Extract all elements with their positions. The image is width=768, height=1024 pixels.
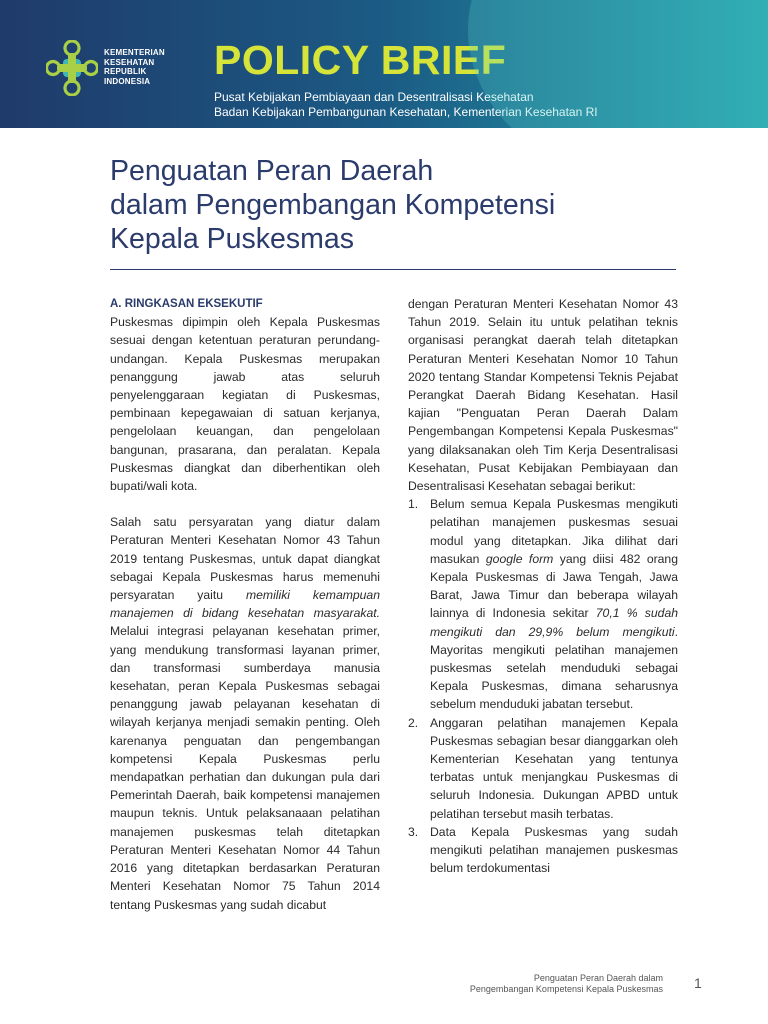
paragraph-requirements — [110, 513, 380, 913]
findings-list — [408, 495, 678, 877]
list-text: Data Kepala Puskesmas yang sudah mengikuti pelatihan manajemen puskesmas belum terdokumentasi — [430, 824, 678, 876]
title-line: dalam Pengembangan Kompetensi — [110, 189, 556, 221]
ministry-line: KEMENTERIAN — [104, 48, 165, 57]
list-text: Belum semua Kepala Puskesmas mengikuti pelatihan manajemen puskesmas sesuai modul yang ditetapkan. Jika dilihat dari masukan google form yang diisi 482 orang Kepala Puskesmas di Jawa Tengah, Jawa Barat, Jawa Timur dan beberapa wilayah lainnya di Indonesia sekitar 70,1 % sudah mengikuti dan 29,9% belum mengikuti. Mayoritas mengikuti pelatihan manajemen puskesmas setelah menduduki sebagai Kepala Puskesmas, dimana seharusnya sebelum menduduki jabatan tersebut. — [430, 497, 678, 712]
ministry-line: REPUBLIK — [104, 67, 147, 76]
emphasis-text: google form — [485, 551, 554, 566]
paragraph-intro: Puskesmas dipimpin oleh Kepala Puskesmas sesuai dengan ketentuan peraturan perundang-undangan. Kepala Puskesmas merupakan penanggung jawab atas seluruh penyelenggaraan kegiatan di Puskesmas, pembinaan kepegawaian di satuan kerjanya, pengelolaan keuangan, dan pengelolaan bangunan, prasarana, dan peralatan. Kepala Puskesmas diangkat dan diberhentikan oleh bupati/wali kota. — [110, 315, 380, 494]
right-column — [408, 295, 678, 878]
section-heading: A. RINGKASAN EKSEKUTIF — [110, 298, 263, 310]
ministry-line: KESEHATAN — [104, 57, 155, 67]
ministry-name — [104, 48, 165, 86]
footer-line: Pengembangan Kompetensi Kepala Puskesmas — [469, 984, 663, 994]
text-run: Salah satu persyaratan yang diatur dalam Peraturan Menteri Kesehatan Nomor 43 Tahun 2019 tentang Puskesmas, untuk dapat diangkat sebagai Kepala Puskesmas harus memenuhi persyaratan yaitu — [110, 515, 380, 603]
page-number: 1 — [694, 975, 702, 991]
left-column — [110, 295, 380, 914]
text-run: Melalui integrasi pelayanan kesehatan primer, yang mendukung transformasi layanan primer, dan transformasi sumberdaya manusia kesehatan, peran Kepala Puskesmas sebagai penanggung jawab pelayanan kesehatan di wilayah kerjanya menjadi semakin penting. Oleh karenanya penguatan dan pengembangan kompetensi Kepala Puskesmas perlu mendapatkan perhatian dan dukungan pula dari Pemerintah Daerah, baik kompetensi manajemen maupun teknis. Untuk pelaksanaaan pelatihan manajemen puskesmas telah ditetapkan Peraturan Menteri Kesehatan Nomor 44 Tahun 2016 yang ditetapkan berdasarkan Peraturan Menteri Kesehatan Nomor 75 Tahun 2014 tentang Puskesmas yang sudah dicabut — [110, 624, 380, 912]
list-item — [408, 823, 678, 878]
list-number: 1. — [408, 497, 419, 512]
ministry-line: INDONESIA — [104, 76, 151, 86]
header-banner — [0, 0, 768, 128]
list-number: 3. — [408, 824, 419, 839]
publisher-subtitle — [214, 90, 598, 120]
list-item — [408, 495, 678, 713]
title-line: Penguatan Peran Daerah — [110, 155, 434, 187]
emphasis-text: memiliki kemampuan manajemen di bidang kesehatan masyarakat. — [110, 588, 380, 621]
publisher-line: Badan Kebijakan Pembangunan Kesehatan, Kementerian Kesehatan RI — [214, 105, 598, 119]
title-divider — [110, 269, 676, 270]
running-footer — [470, 973, 663, 995]
paragraph-regulations: dengan Peraturan Menteri Kesehatan Nomor 43 Tahun 2019. Selain itu untuk pelatihan teknis organisasi perangkat daerah telah ditetapkan Peraturan Menteri Kesehatan Nomor 10 Tahun 2020 tentang Standar Kompetensi Teknis Pejabat Perangkat Daerah Bidang Kesehatan. Hasil kajian "Penguatan Peran Daerah Dalam Pengembangan Kompetensi Kepala Puskesmas" yang dilaksanakan oleh Tim Kerja Desentralisasi Kesehatan, Pusat Kebijakan Pembiayaan dan Desentralisasi Kesehatan sebagai berikut: — [408, 297, 678, 494]
publisher-line: Pusat Kebijakan Pembiayaan dan Desentralisasi Kesehatan — [214, 90, 534, 104]
ministry-logo-icon — [46, 40, 98, 96]
footer-line: Penguatan Peran Daerah dalam — [533, 973, 663, 983]
list-text: Anggaran pelatihan manajemen Kepala Puskesmas sebagian besar dianggarkan oleh Kementerian Kesehatan yang tentunya terbatas untuk menjangkau Puskesmas di seluruh Indonesia. Dukungan APBD untuk pelatihan tersebut masih terbatas. — [430, 715, 678, 821]
list-item — [408, 714, 678, 823]
page-title — [110, 154, 690, 256]
list-number: 2. — [408, 715, 419, 730]
document-type-title: POLICY BRIEF — [214, 37, 507, 83]
emphasis-text: 70,1 % sudah mengikuti dan 29,9% belum mengikuti — [430, 606, 678, 639]
title-line: Kepala Puskesmas — [110, 223, 354, 255]
